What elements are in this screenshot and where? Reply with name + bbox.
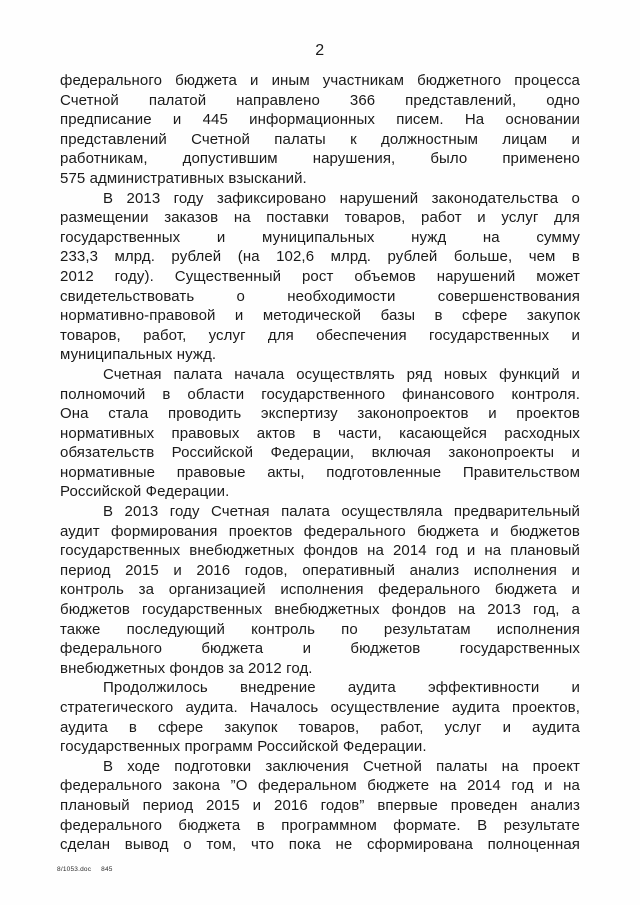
text-line: работникам, допустившим нарушения, было применено — [60, 150, 580, 168]
text-line: федерального бюджета и бюджетов государственных — [60, 640, 580, 658]
text-line: В 2013 году зафиксировано нарушений законодательства о — [103, 189, 580, 207]
text-line: федерального закона ”О федеральном бюджете на 2014 год и на — [60, 777, 580, 795]
text-line: размещении заказов на поставки товаров, работ и услуг для — [60, 209, 580, 227]
page-footer — [57, 866, 113, 874]
text-line: полномочий в области государственного финансового контроля. — [60, 385, 580, 403]
text-line: представлений Счетной палаты к должностным лицам и — [60, 130, 580, 148]
text-line: стратегического аудита. Началось осуществление аудита проектов, — [60, 699, 580, 716]
text-line: нормативных правовых актов в части, касающейся расходных — [60, 424, 580, 442]
document-body — [60, 71, 580, 855]
text-line: государственных и муниципальных нужд на сумму — [60, 228, 580, 246]
text-line: муниципальных нужд. — [60, 346, 217, 364]
text-line: 233,3 млрд. рублей (на 102,6 млрд. рублей больше, чем в — [60, 248, 580, 266]
paragraph — [60, 502, 580, 678]
text-line: сделан вывод о том, что пока не сформирована полноценная — [60, 836, 580, 854]
text-line: 575 административных взысканий. — [60, 169, 307, 187]
text-line: нормативные правовые акты, подготовленные Правительством — [60, 463, 580, 481]
text-line: аудита в сфере закупок товаров, работ, услуг и аудита — [60, 718, 580, 736]
text-line: Она стала проводить экспертизу законопроектов и проектов — [60, 405, 580, 423]
text-line: внебюджетных фондов за 2012 год. — [60, 659, 313, 677]
text-line: Счетной палатой направлено 366 представлений, одно — [60, 91, 580, 109]
text-line: государственных программ Российской Федерации. — [60, 738, 427, 756]
paragraph — [60, 71, 580, 189]
text-line: федерального бюджета и иным участникам бюджетного процесса — [60, 72, 580, 89]
text-line: аудит формирования проектов федерального бюджета и бюджетов — [60, 522, 580, 540]
text-line: также последующий контроль по результатам исполнения — [60, 620, 580, 638]
paragraph — [60, 189, 580, 365]
text-line: нормативно-правовой и методической базы в сфере закупок — [60, 307, 580, 325]
footer-code: 845 — [101, 866, 113, 873]
text-line: предписание и 445 информационных писем. На основании — [60, 111, 580, 129]
text-line: Счетная палата начала осуществлять ряд новых функций и — [103, 365, 580, 383]
text-line: В 2013 году Счетная палата осуществляла предварительный — [103, 503, 580, 521]
text-line: федерального бюджета в программном формате. В результате — [60, 816, 580, 834]
paragraph — [60, 678, 580, 756]
text-line: контроль за организацией исполнения федерального бюджета и — [60, 581, 580, 599]
text-line: плановый период 2015 и 2016 годов” впервые проведен анализ — [60, 796, 580, 814]
page-number: 2 — [315, 42, 325, 59]
text-line: Российской Федерации. — [60, 483, 230, 501]
text-line: бюджетов государственных внебюджетных фондов на 2013 год, а — [60, 601, 580, 619]
text-line: свидетельствовать о необходимости совершенствования — [60, 287, 580, 305]
text-line: обязательств Российской Федерации, включая законопроекты и — [60, 444, 580, 462]
footer-file-label: 8/1053.doc — [57, 866, 92, 873]
text-line: В ходе подготовки заключения Счетной палаты на проект — [103, 757, 580, 775]
paragraph — [60, 757, 580, 855]
text-line: период 2015 и 2016 годов, оперативный анализ исполнения и — [60, 561, 580, 579]
text-line: Продолжилось внедрение аудита эффективности и — [103, 679, 580, 697]
text-line: 2012 году). Существенный рост объемов нарушений может — [60, 267, 580, 285]
paragraph — [60, 365, 580, 502]
text-line: товаров, работ, услуг для обеспечения государственных и — [60, 326, 580, 344]
text-line: государственных внебюджетных фондов на 2014 год и на плановый — [60, 542, 580, 560]
